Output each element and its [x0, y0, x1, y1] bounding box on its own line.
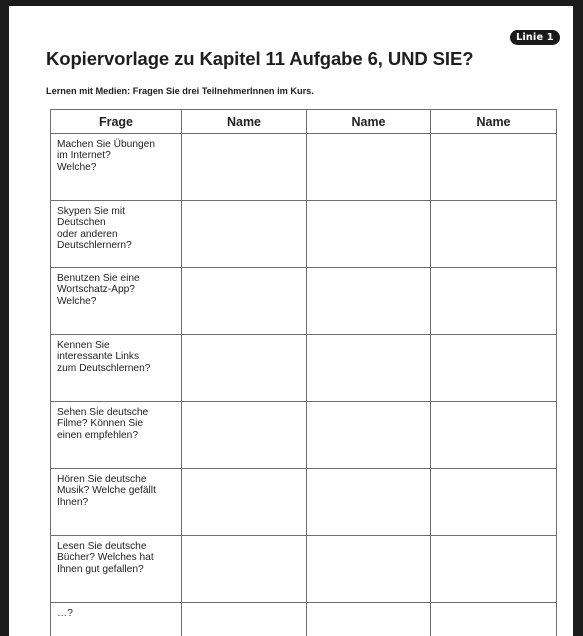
answer-cell [431, 134, 557, 201]
level-badge: Linie 1 [510, 30, 560, 45]
question-cell: Sehen Sie deutsche Filme? Können Sie einen empfehlen? [51, 402, 182, 469]
question-cell: Benutzen Sie eine Wortschatz-App? Welche? [51, 268, 182, 335]
answer-cell [431, 402, 557, 469]
answer-cell [431, 536, 557, 603]
answer-cell [307, 469, 431, 536]
answer-cell [182, 536, 307, 603]
table-row [51, 335, 557, 402]
answer-cell [431, 335, 557, 402]
column-header-frage: Frage [51, 110, 182, 134]
answer-cell [182, 201, 307, 268]
table-row [51, 201, 557, 268]
answer-cell [431, 201, 557, 268]
answer-cell [431, 469, 557, 536]
answer-cell [307, 335, 431, 402]
table-row [51, 603, 557, 636]
page-title: Kopiervorlage zu Kapitel 11 Aufgabe 6, UND SIE? [46, 48, 474, 69]
answer-cell [431, 603, 557, 636]
column-header-name-3: Name [431, 110, 557, 134]
answer-cell [307, 603, 431, 636]
column-header-name-2: Name [307, 110, 431, 134]
table-row [51, 469, 557, 536]
answer-cell [182, 603, 307, 636]
answer-cell [182, 268, 307, 335]
question-cell: …? [51, 603, 182, 636]
answer-cell [182, 469, 307, 536]
table-row [51, 536, 557, 603]
answer-cell [307, 134, 431, 201]
question-cell: Hören Sie deutsche Musik? Welche gefällt Ihnen? [51, 469, 182, 536]
answer-cell [307, 536, 431, 603]
answer-cell [307, 268, 431, 335]
question-cell: Kennen Sie interessante Links zum Deutschlernen? [51, 335, 182, 402]
answer-cell [182, 134, 307, 201]
answer-cell [307, 402, 431, 469]
question-cell: Machen Sie Übungen im Internet? Welche? [51, 134, 182, 201]
table-row [51, 268, 557, 335]
table-row [51, 402, 557, 469]
survey-table [50, 109, 557, 636]
table-row [51, 134, 557, 201]
answer-cell [431, 268, 557, 335]
answer-cell [307, 201, 431, 268]
question-cell: Skypen Sie mit Deutschen oder anderen Deutschlernern? [51, 201, 182, 268]
table-header-row [51, 110, 557, 134]
column-header-name-1: Name [182, 110, 307, 134]
answer-cell [182, 335, 307, 402]
question-cell: Lesen Sie deutsche Bücher? Welches hat Ihnen gut gefallen? [51, 536, 182, 603]
worksheet-page [9, 6, 573, 636]
answer-cell [182, 402, 307, 469]
instruction-text: Lernen mit Medien: Fragen Sie drei TeilnehmerInnen im Kurs. [46, 86, 314, 96]
